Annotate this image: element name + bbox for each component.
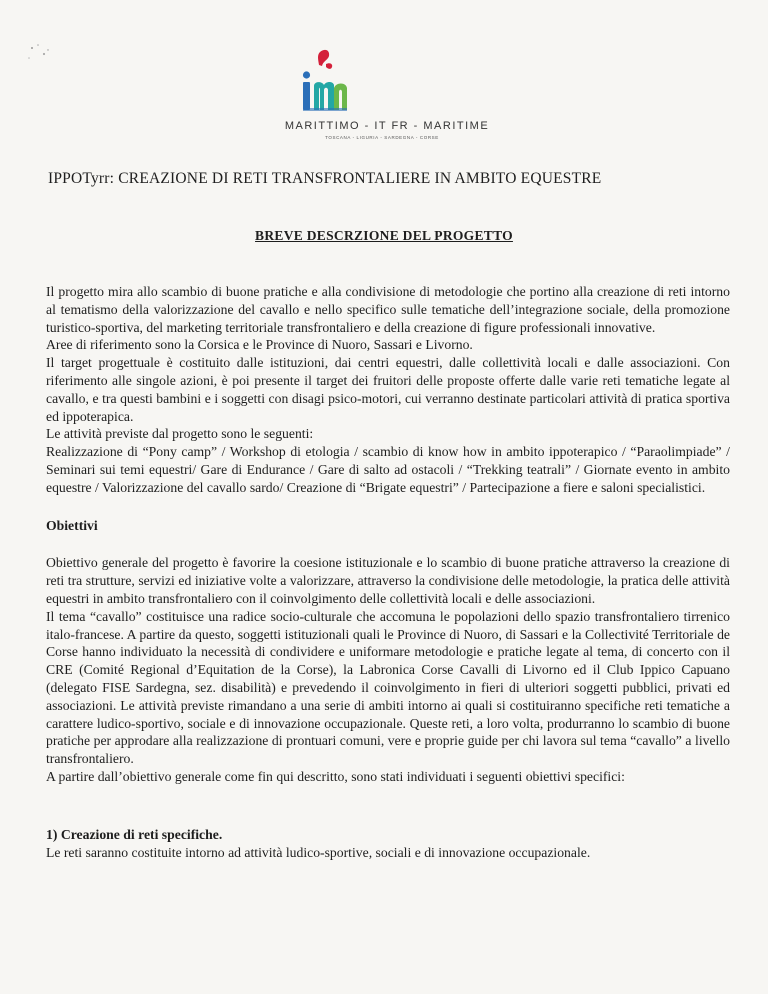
objectives-paragraph: Il tema “cavallo” costituisce una radice socio-culturale che accomuna le popolazioni dello spazio transfrontaliero tirrenico italo-francese. A partire da questo, soggetti istituzionali quali le Province di Nuoro, di Sassari e la Collectivité Territoriale de Corse hanno individuato la necessità di condividere e uniformare metodologie e pratiche legate al tema, di concerto con il CRE (Comité Regional d’Equitation de la Corse), la Labronica Corse Cavalli di Livorno ed il Club Ippico Capuano (delegato FISE Sardegna, sez. disabilità) e prevedendo il coinvolgimento in fieri di ulteriori soggetti pubblici, privati ed associazioni. Le attività previste rimandano a una serie di ambiti intorno ai quali si costituiranno specifiche reti tematiche a carattere ludico-sportivo, sociale e di innovazione occupazionale. Queste reti, a loro volta, produrranno lo scambio di buone pratiche per approdare alla realizzazione di prontuari comuni, vere e proprie guide per chi lavora sul tema “cavallo” a livello transfrontaliero. <box>46 608 730 767</box>
objectives-paragraph: A partire dall’obiettivo generale come fin qui descritto, sono stati individuati i seguenti obiettivi specifici: <box>46 768 625 784</box>
description-paragraph: Realizzazione di “Pony camp” / Workshop di etologia / scambio di know how in ambito ippoterapico / “Paraolimpiade” / Seminari sui temi equestri/ Gare di Endurance / Gare di salto ad ostacoli / “Trekking teatrali” / Giornate evento in ambito equestre / Valorizzazione del cavallo sardo/ Creazione di “Brigate equestri” / Partecipazione a fiere e saloni specialistici. <box>46 444 730 495</box>
marittimo-logo-icon <box>300 48 350 114</box>
description-paragraph: Il target progettuale è costituito dalle istituzioni, dai centri equestri, dalle collettività locali e dalle associazioni. Con riferimento alle singole azioni, è poi presente il target dei fruitori delle proposte offerte dalle varie reti tematiche legate al cavallo, e tra questi bambini e i soggetti con disagi psico-motori, cui verranno destinate particolari attività di pratica sportiva ed ippoterapica. <box>46 355 730 424</box>
document-body <box>46 283 730 861</box>
objectives-paragraph: Obiettivo generale del progetto è favorire la coesione istituzionale e lo scambio di buone pratiche attraverso la creazione di reti tra strutture, servizi ed iniziative volte a valorizzare, attraverso la condivisione delle metodologie, la pratica delle attività equestri in ambito transfrontaliero con il coinvolgimento delle collettività locali e delle associazioni. <box>46 555 730 606</box>
specific-objective-text: Le reti saranno costituite intorno ad attività ludico-sportive, sociali e di innovazione occupazionale. <box>46 844 591 860</box>
objectives-heading: Obiettivi <box>46 517 98 533</box>
description-paragraph: Le attività previste dal progetto sono le seguenti: <box>46 426 314 442</box>
description-paragraph: Aree di riferimento sono la Corsica e le Province di Nuoro, Sassari e Livorno. <box>46 337 473 353</box>
description-paragraph: Il progetto mira allo scambio di buone pratiche e alla condivisione di metodologie che portino alla creazione di reti intorno al tematismo della valorizzazione del cavallo e nello specifico sulle tematiche dell’integrazione sociale, della promozione turistico-sportiva, del marketing territoriale transfrontaliero e della creazione di figure professionali innovative. <box>46 284 730 335</box>
scan-smudge-mark <box>26 40 56 64</box>
brand-regions: TOSCANA - LIGURIA - SARDEGNA - CORSE <box>325 135 439 140</box>
brand-name: MARITTIMO - IT FR - MARITIME <box>284 120 490 132</box>
specific-objective-heading: 1) Creazione di reti specifiche. <box>46 826 223 842</box>
document-subtitle: BREVE DESCRZIONE DEL PROGETTO <box>255 228 513 243</box>
document-title: IPPOTyrr: CREAZIONE DI RETI TRANSFRONTALIERE IN AMBITO EQUESTRE <box>48 170 602 187</box>
